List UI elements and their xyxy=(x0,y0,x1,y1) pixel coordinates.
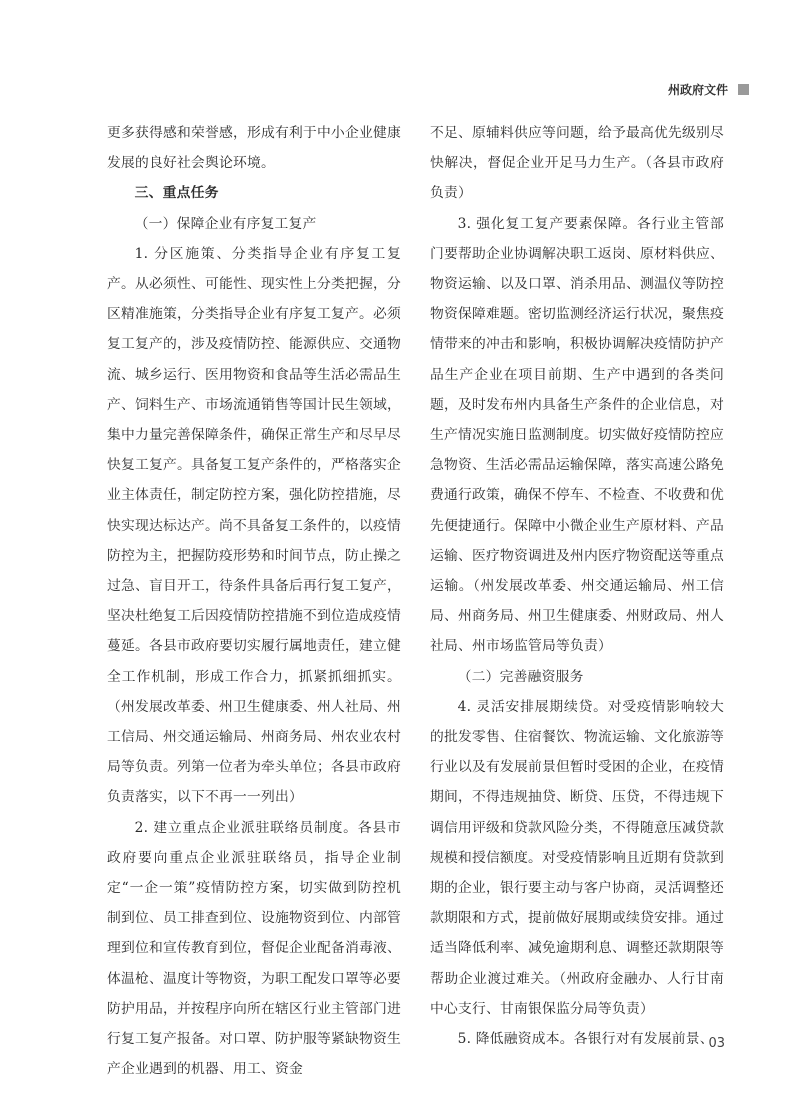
paragraph: 1. 分区施策、分类指导企业有序复工复产。从必须性、可能性、现实性上分类把握，分区精准施策，分类指导企业有序复工复产。必须复工复产的，涉及疫情防控、能源供应、交通物流、城乡运行、医用物资和食品等生活必需品生产、饲料生产、市场流通销售等国计民生领域，集中力量完善保障条件，确保正常生产和尽早尽快复工复产。具备复工复产条件的，严格落实企业主体责任，制定防控方案，强化防控措施，尽快实现达标达产。尚不具备复工条件的，以疫情防控为主，把握防疫形势和时间节点，防止操之过急、盲目开工，待条件具备后再行复工复产，坚决杜绝复工后因疫情防控措施不到位造成疫情蔓延。各县市政府要切实履行属地责任，建立健全工作机制，形成工作合力，抓紧抓细抓实。（州发展改革委、州卫生健康委、州人社局、州工信局、州交通运输局、州商务局、州农业农村局等负责。列第一位者为牵头单位；各县市政府负责落实，以下不再一一列出） xyxy=(107,245,401,806)
section-heading: 三、重点任务 xyxy=(134,185,219,202)
right-column xyxy=(430,118,724,1054)
page-header xyxy=(668,81,749,98)
left-column xyxy=(107,118,401,1085)
paragraph: 4. 灵活安排展期续贷。对受疫情影响较大的批发零售、住宿餐饮、物流运输、文化旅游等行业以及有发展前景但暂时受困的企业，在疫情期间，不得违规抽贷、断贷、压贷，不得违规下调信用评级和贷款风险分类，不得随意压减贷款规模和授信额度。对受疫情影响且近期有贷款到期的企业，银行要主动与客户协商，灵活调整还款期限和方式，提前做好展期或续贷安排。通过适当降低利率、减免逾期利息、调整还款期限等帮助企业渡过难关。（州政府金融办、人行甘南中心支行、甘南银保监分局等负责） xyxy=(430,698,724,1017)
subsection-heading: （二）完善融资服务 xyxy=(457,668,584,685)
paragraph: 3. 强化复工复产要素保障。各行业主管部门要帮助企业协调解决职工返岗、原材料供应、物资运输、以及口罩、消杀用品、测温仪等防控物资保障难题。密切监测经济运行状况，聚焦疫情带来的冲击和影响，积极协调解决疫情防护产品生产企业在项目前期、生产中遇到的各类问题，及时发布州内具备生产条件的企业信息，对生产情况实施日监测制度。切实做好疫情防控应急物资、生活必需品运输保障，落实高速公路免费通行政策，确保不停车、不检查、不收费和优先便捷通行。保障中小微企业生产原材料、产品运输、医疗物资调进及州内医疗物资配送等重点运输。（州发展改革委、州交通运输局、州工信局、州商务局、州卫生健康委、州财政局、州人社局、州市场监管局等负责） xyxy=(430,215,724,655)
paragraph: 不足、原辅料供应等问题，给予最高优先级别尽快解决，督促企业开足马力生产。（各县市政府负责） xyxy=(430,125,724,202)
paragraph: 2. 建立重点企业派驻联络员制度。各县市政府要向重点企业派驻联络员，指导企业制定“一企一策”疫情防控方案，切实做到防控机制到位、员工排查到位、设施物资到位、内部管理到位和宣传教育到位，督促企业配备消毒液、体温枪、温度计等物资，为职工配发口罩等必要防护用品，并按程序向所在辖区行业主管部门进行复工复产报备。对口罩、防护服等紧缺物资生产企业遇到的机器、用工、资金 xyxy=(107,819,401,1078)
header-title: 州政府文件 xyxy=(667,83,728,97)
paragraph: 5. 降低融资成本。各银行对有发展前景、 xyxy=(457,1031,714,1048)
header-square-icon xyxy=(738,84,749,95)
paragraph: 更多获得感和荣誉感，形成有利于中小企业健康发展的良好社会舆论环境。 xyxy=(107,125,401,172)
page-number: 03 xyxy=(708,1036,725,1051)
subsection-heading: （一）保障企业有序复工复产 xyxy=(134,215,317,232)
